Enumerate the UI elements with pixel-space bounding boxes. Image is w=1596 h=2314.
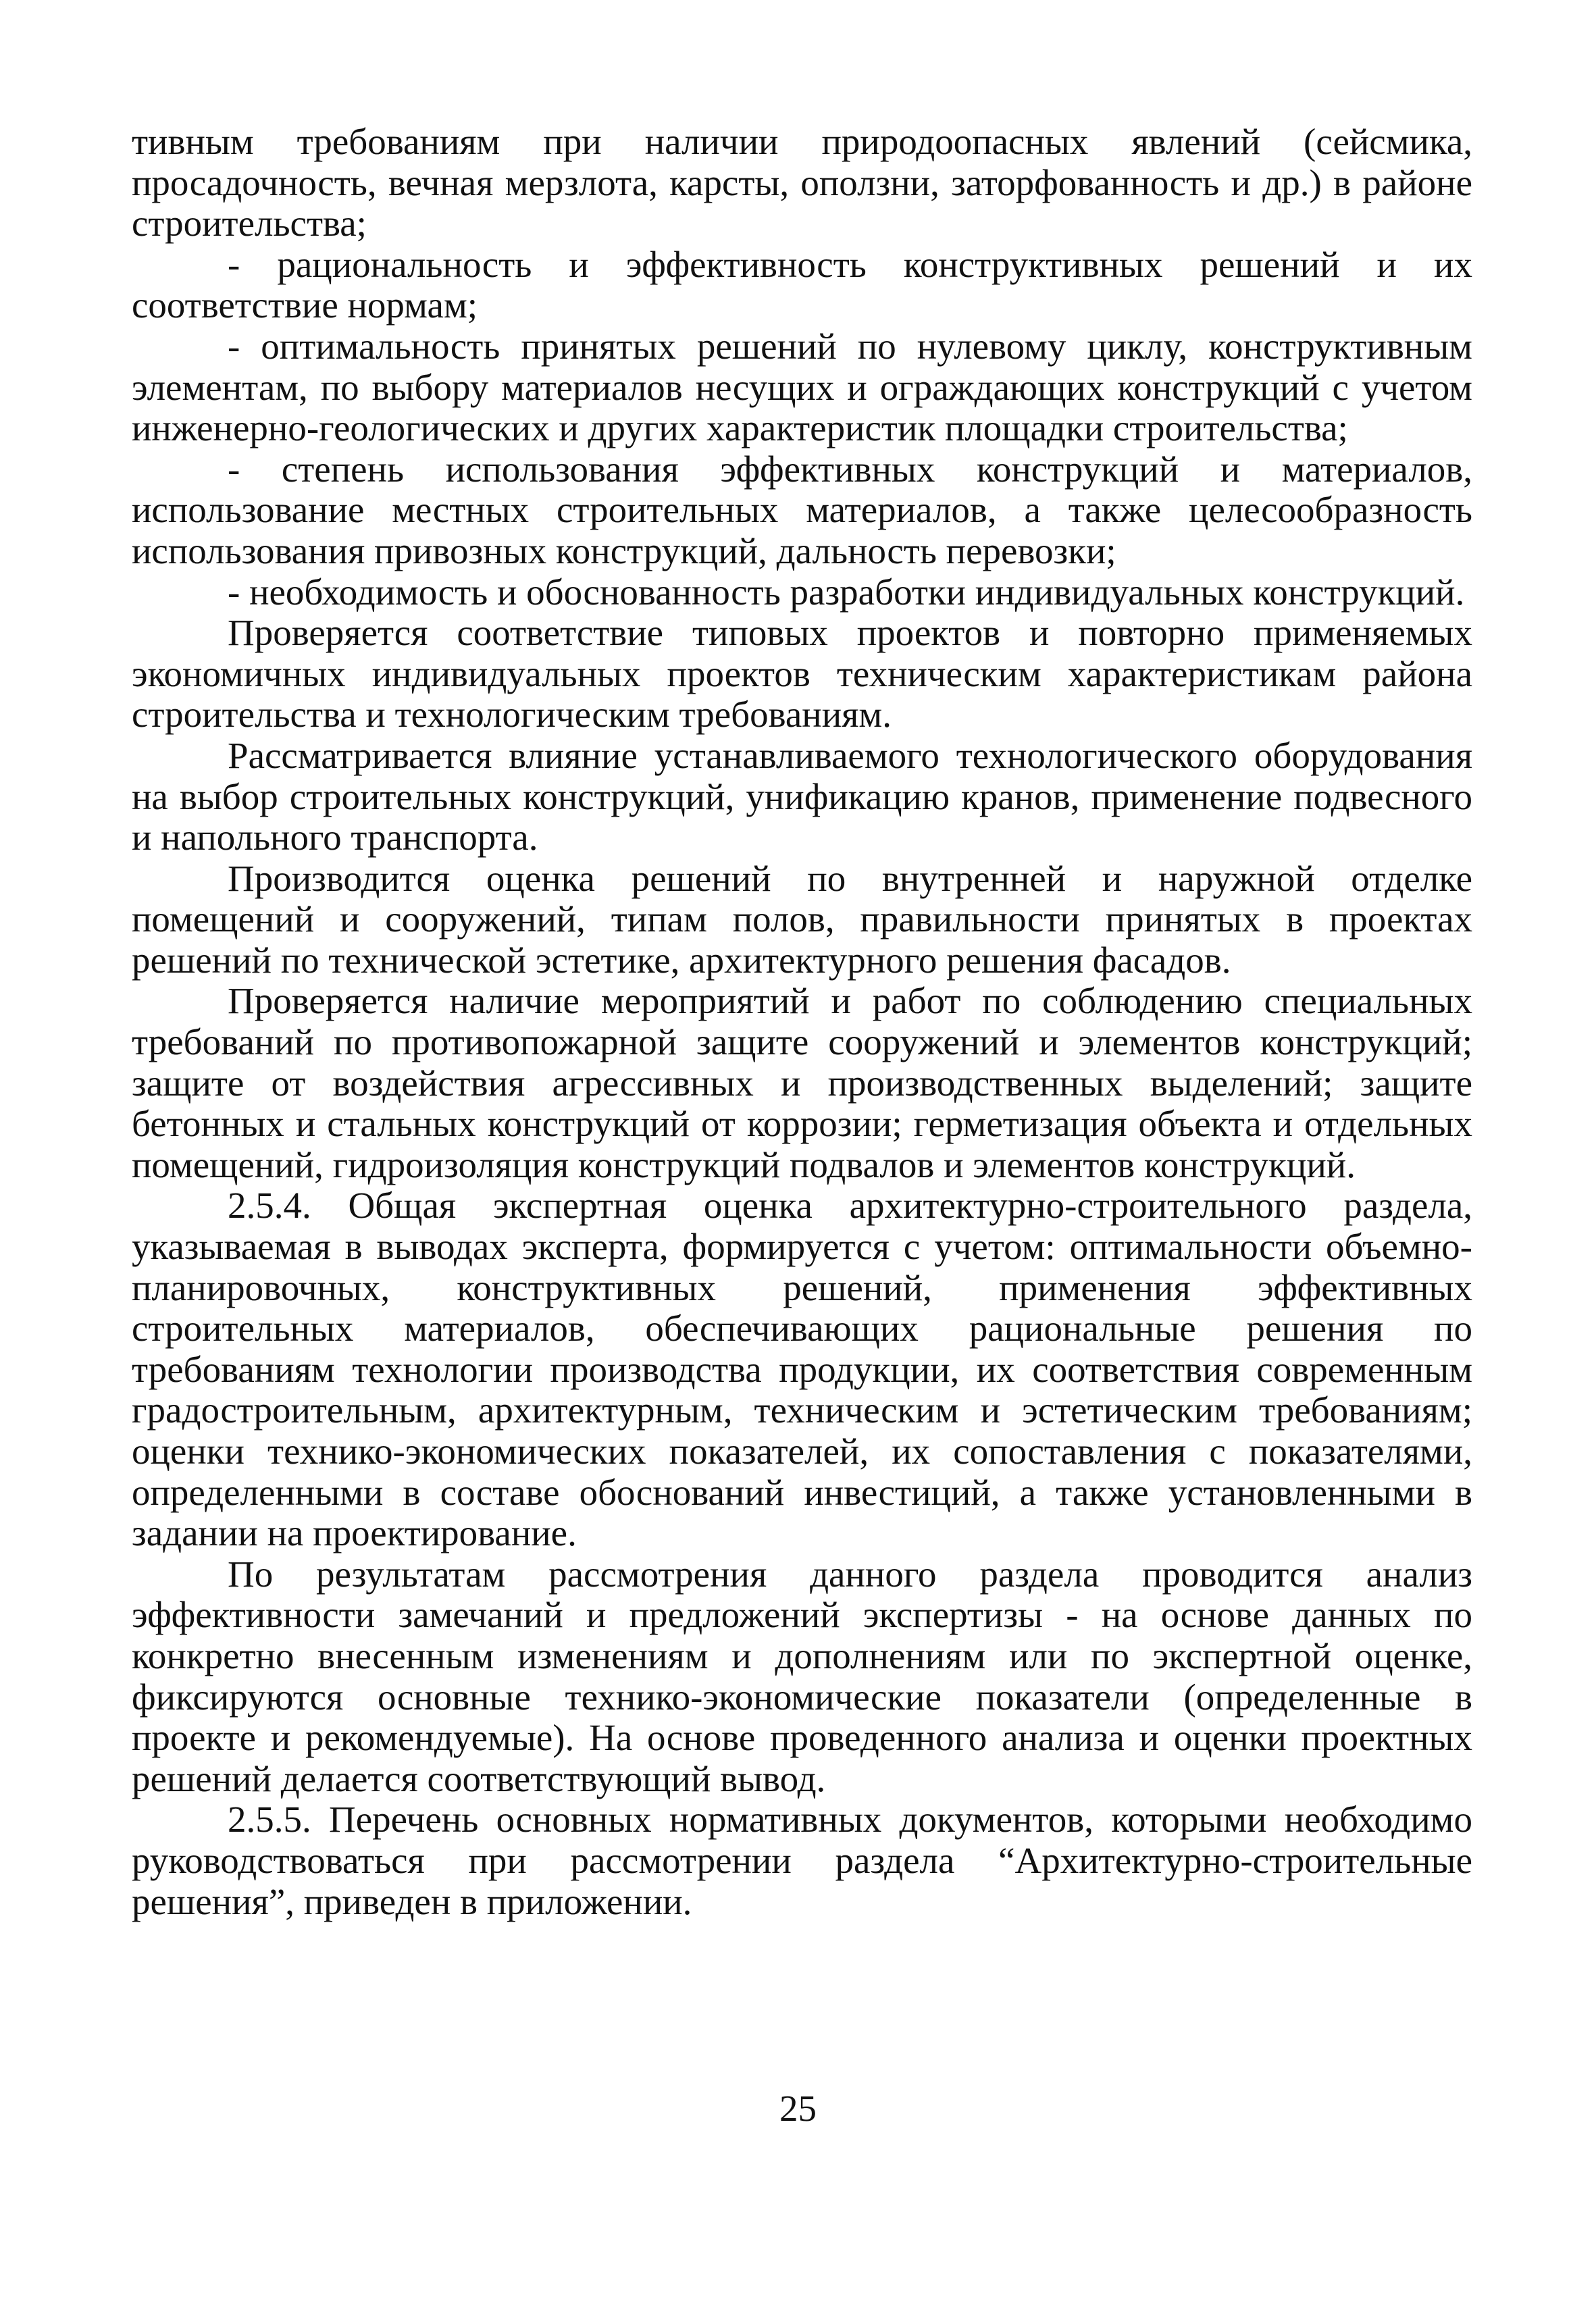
paragraph-efficient-materials: - степень использования эффективных конструкций и материалов, использование местных строительных материалов, а также целесообразность использования привозных конструкций, дальность перевозки;	[132, 448, 1472, 571]
paragraph-fire-protection: Проверяется наличие мероприятий и работ по соблюдению специальных требований по противопожарной защите сооружений и элементов конструкций; защите от воздействия агрессивных и производственных выделений; защите бетонных и стальных конструкций от коррозии; герметизация объекта и отдельных помещений, гидроизоляция конструкций подвалов и элементов конструкций.	[132, 980, 1472, 1185]
page-number: 25	[779, 2088, 817, 2129]
body-text	[132, 122, 1472, 1922]
paragraph-equipment-influence: Рассматривается влияние устанавливаемого технологического оборудования на выбор строительных конструкций, унификацию кранов, применение подвесного и напольного транспорта.	[132, 734, 1472, 858]
paragraph-continuation: тивным требованиям при наличии природоопасных явлений (сейсмика, просадочность, вечная мерзлота, карсты, оползни, заторфованность и др.) в районе строительства;	[132, 121, 1472, 245]
paragraph-individual-structures: - необходимость и обоснованность разработки индивидуальных конструкций.	[228, 571, 1465, 613]
paragraph-typical-projects: Проверяется соответствие типовых проектов и повторно применяемых экономичных индивидуальных проектов техническим характеристикам района строительства и технологическим требованиям.	[132, 612, 1472, 736]
paragraph-analysis-results: По результатам рассмотрения данного раздела проводится анализ эффективности замечаний и предложений экспертизы - на основе данных по конкретно внесенным изменениям и дополнениям или по экспертной оценке, фиксируются основные технико-экономические показатели (определенные в проекте и рекомендуемые). На основе проведенного анализа и оценки проектных решений делается соответствующий вывод.	[132, 1553, 1472, 1799]
paragraph-rationality: - рациональность и эффективность конструктивных решений и их соответствие нормам;	[132, 243, 1472, 326]
paragraph-finishing-assessment: Производится оценка решений по внутренней и наружной отделке помещений и сооружений, типам полов, правильности принятых в проектах решений по технической эстетике, архитектурного решения фасадов.	[132, 857, 1472, 981]
paragraph-section-2-5-4: 2.5.4. Общая экспертная оценка архитектурно-строительного раздела, указываемая в выводах эксперта, формируется с учетом: оптимальности объемно-планировочных, конструктивных решений, применения эффективных строительных материалов, обеспечивающих рациональные решения по требованиям технологии производства продукции, их соответствия современным градостроительным, архитектурным, техническим и эстетическим требованиям; оценки технико-экономических показателей, их сопоставления с показателями, определенными в составе обоснований инвестиций, а также установленными в задании на проектирование.	[132, 1185, 1472, 1554]
paragraph-section-2-5-5: 2.5.5. Перечень основных нормативных документов, которыми необходимо руководствоваться при рассмотрении раздела “Архитектурно-строительные решения”, приведен в приложении.	[132, 1799, 1472, 1922]
paragraph-optimality: - оптимальность принятых решений по нулевому циклу, конструктивным элементам, по выбору материалов несущих и ограждающих конструкций с учетом инженерно-геологических и других характеристик площадки строительства;	[132, 325, 1472, 449]
